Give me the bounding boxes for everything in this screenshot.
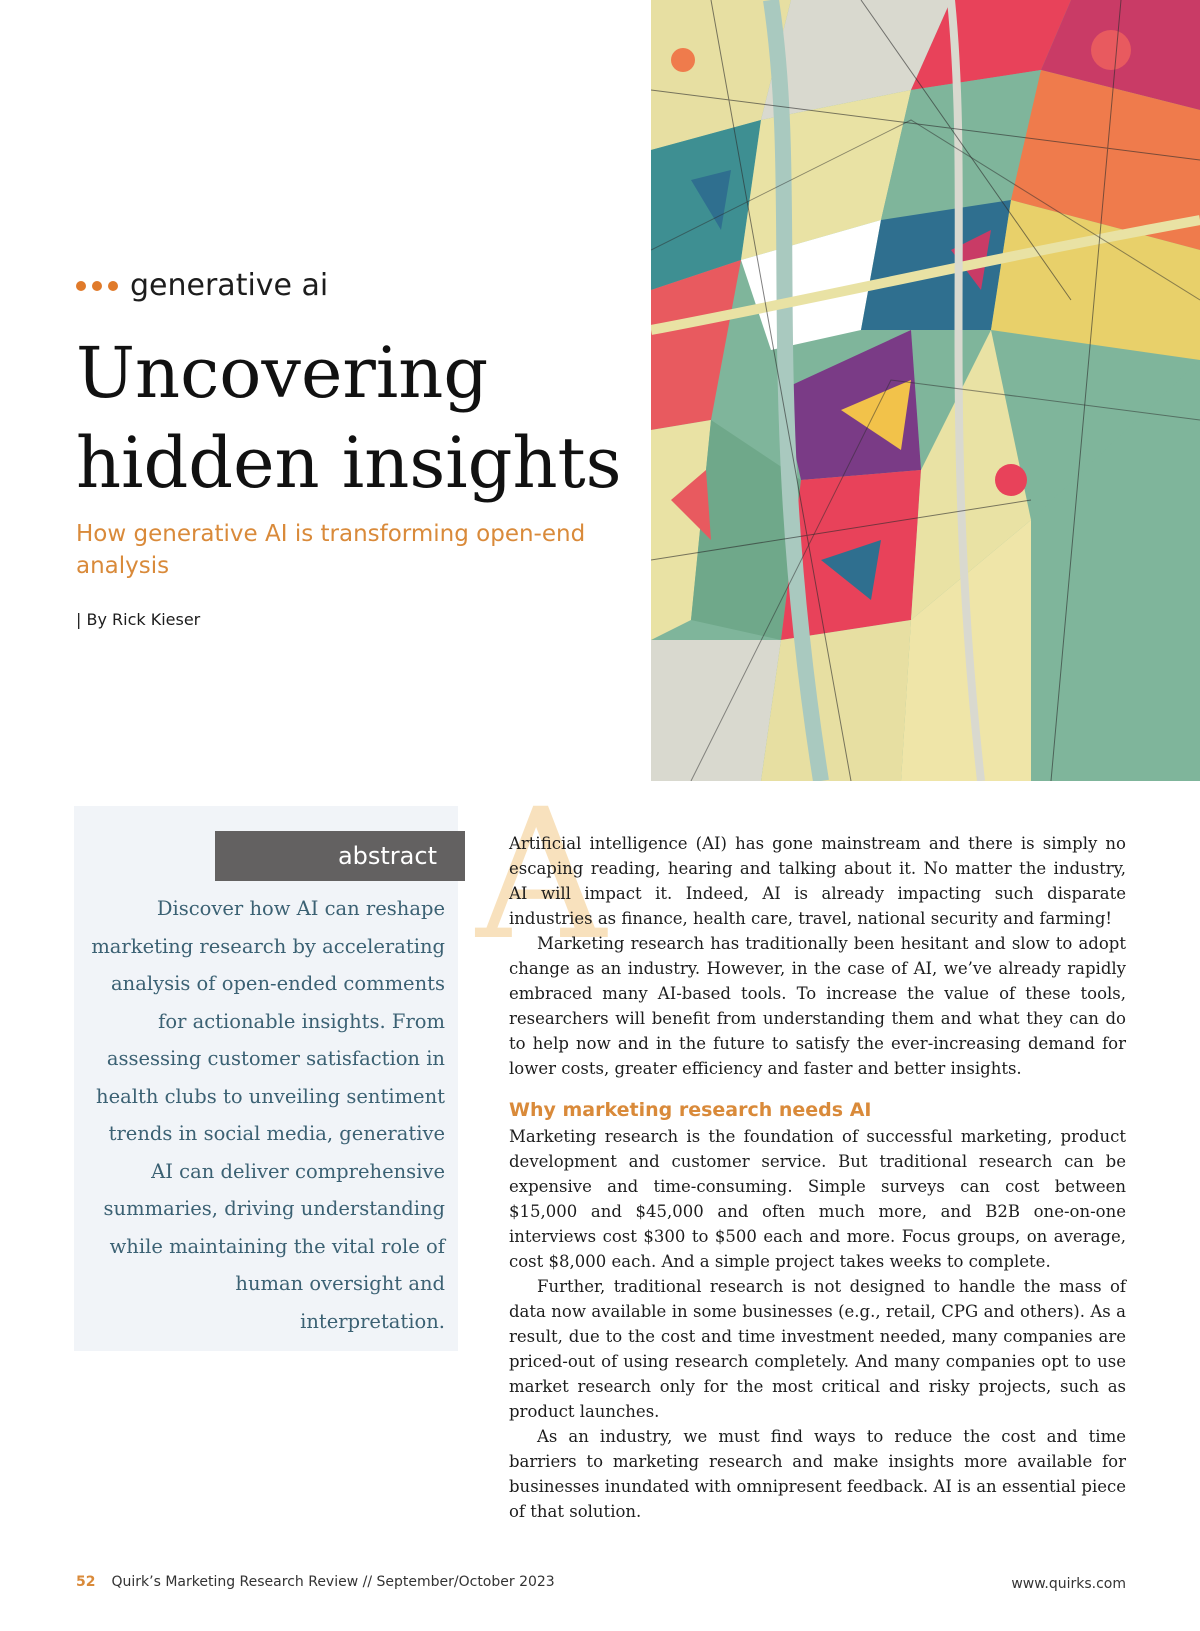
body-paragraph: Artificial intelligence (AI) has gone mainstream and there is simply no escaping reading, hearing and talking about it. No matter the industry, AI will impact it. Indeed, AI is already impacting such disparate industries as finance, health care, travel, national security and farming! (509, 834, 1126, 928)
abstract-label: abstract (215, 831, 465, 881)
dot-icon (92, 281, 102, 291)
abstract-map-artwork (651, 0, 1200, 781)
article-body (509, 831, 1126, 1524)
hero-illustration (651, 0, 1200, 781)
dot-icon (108, 281, 118, 291)
section-subhead: Why marketing research needs AI (509, 1099, 872, 1121)
article-title: Uncovering hidden insights (76, 332, 622, 504)
body-paragraph: Marketing research is the foundation of successful marketing, product development and customer service. But traditional research can be expensive and time-consuming. Simple surveys can cost between $15,000 and $45,000 and often much more, and B2B one-on-one interviews cost $300 to $500 each and more. Focus groups, on average, cost $8,000 each. And a simple project takes weeks to complete. (509, 1127, 1126, 1271)
section-label: generative ai (130, 268, 329, 303)
body-paragraph: Marketing research has traditionally been hesitant and slow to adopt change as an industry. However, in the case of AI, we’ve already rapidly embraced many AI-based tools. To increase the value of these tools, researchers will benefit from understanding them and what they can do to help now and in the future to satisfy the ever-increasing demand for lower costs, greater efficiency and faster and better insights. (509, 934, 1126, 1078)
publication-line: Quirk’s Marketing Research Review // September/October 2023 (111, 1574, 555, 1590)
body-paragraph: As an industry, we must find ways to reduce the cost and time barriers to marketing research and make insights more available for businesses inundated with omnipresent feedback. AI is an essential piece of that solution. (509, 1427, 1126, 1521)
section-kicker (76, 268, 328, 303)
abstract-text: Discover how AI can reshape marketing research by accelerating analysis of open-ended comments for actionable insights. From assessing customer satisfaction in health clubs to unveiling sentiment trends in social media, generative AI can deliver comprehensive summaries, driving understanding while maintaining the vital role of human oversight and interpretation. (91, 897, 445, 1333)
article-byline: | By Rick Kieser (76, 610, 201, 629)
drop-cap: A (476, 771, 606, 980)
dot-icon (76, 281, 86, 291)
page-footer (76, 1574, 555, 1590)
body-paragraph: Further, traditional research is not designed to handle the mass of data now available in some businesses (e.g., retail, CPG and others). As a result, due to the cost and time investment needed, many companies are priced-out of using research completely. And many companies opt to use market research only for the most critical and risky projects, such as product launches. (509, 1277, 1126, 1421)
page-number: 52 (76, 1574, 96, 1590)
footer-url-link[interactable]: www.quirks.com (1011, 1576, 1126, 1592)
kicker-dots-icon (76, 281, 118, 291)
article-deck: How generative AI is transforming open-end analysis (76, 521, 586, 579)
